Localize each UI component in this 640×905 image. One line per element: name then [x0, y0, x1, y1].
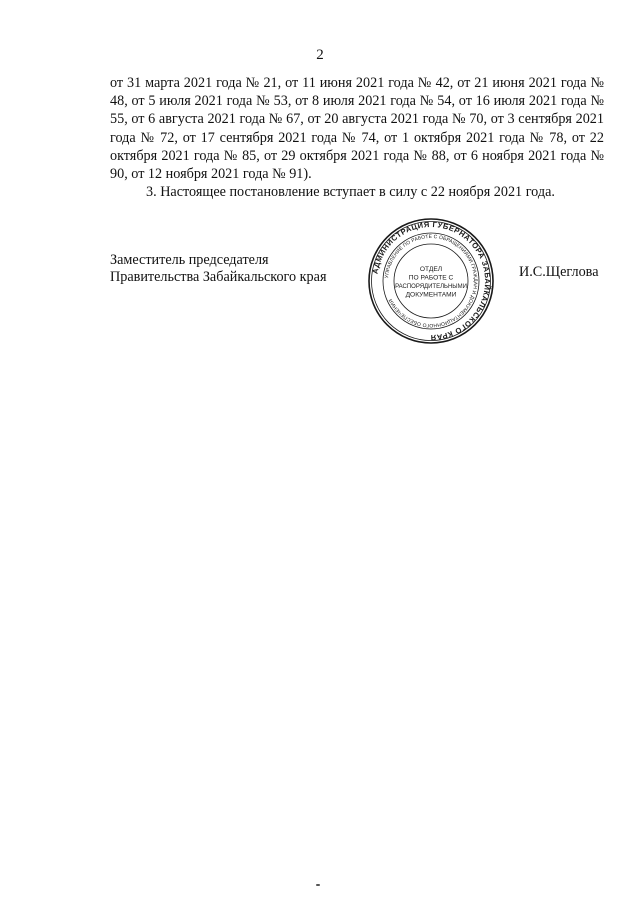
seal-center-line-1: ОТДЕЛ	[419, 266, 443, 273]
seal-center-line-2: ПО РАБОТЕ С	[408, 274, 454, 282]
signer-name: И.С.Щеглова	[519, 264, 599, 280]
paragraph-continuation: от 31 марта 2021 года № 21, от 11 июня 2021 года № 42, от 21 июня 2021 года № 48, от 5 июля 2021 года № 53, от 8 июля 2021 года № 54, от 16 июля 2021 года № 55, от 6 августа 2021 года № 67, от 20 августа 2021 года № 70, от 3 сентября 2021 года № 72, от 17 сентября 2021 года № 74, от 1 октября 2021 года № 78, от 22 октября 2021 года № 85, от 29 октября 2021 года № 88, от 6 ноября 2021 года № 90, от 12 ноября 2021 года № 91).	[110, 75, 604, 183]
official-seal-stamp	[367, 217, 495, 345]
scan-mark	[316, 884, 320, 886]
signer-title	[110, 252, 326, 286]
seal-center-line-3: РАСПОРЯДИТЕЛЬНЫМИ	[395, 284, 467, 290]
seal-inner-text: УПРАВЛЕНИЕ ПО РАБОТЕ С ОБРАЩЕНИЯМИ ГРАЖДАН И ДОКУМЕНТАЦИОННОГО ОБЕСПЕЧЕНИЯ	[384, 233, 479, 329]
paragraph-item-3: 3. Настоящее постановление вступает в силу с 22 ноября 2021 года.	[146, 184, 555, 201]
seal-outer-text: АДМИНИСТРАЦИЯ ГУБЕРНАТОРА ЗАБАЙКАЛЬСКОГО КРАЯ	[370, 219, 493, 343]
document-body	[110, 74, 604, 201]
signer-title-line-2: Правительства Забайкальского края	[110, 269, 327, 285]
seal-center-line-4: ДОКУМЕНТАМИ	[405, 291, 457, 299]
signer-title-line-1: Заместитель председателя	[110, 252, 269, 268]
page-number: 2	[316, 47, 324, 63]
